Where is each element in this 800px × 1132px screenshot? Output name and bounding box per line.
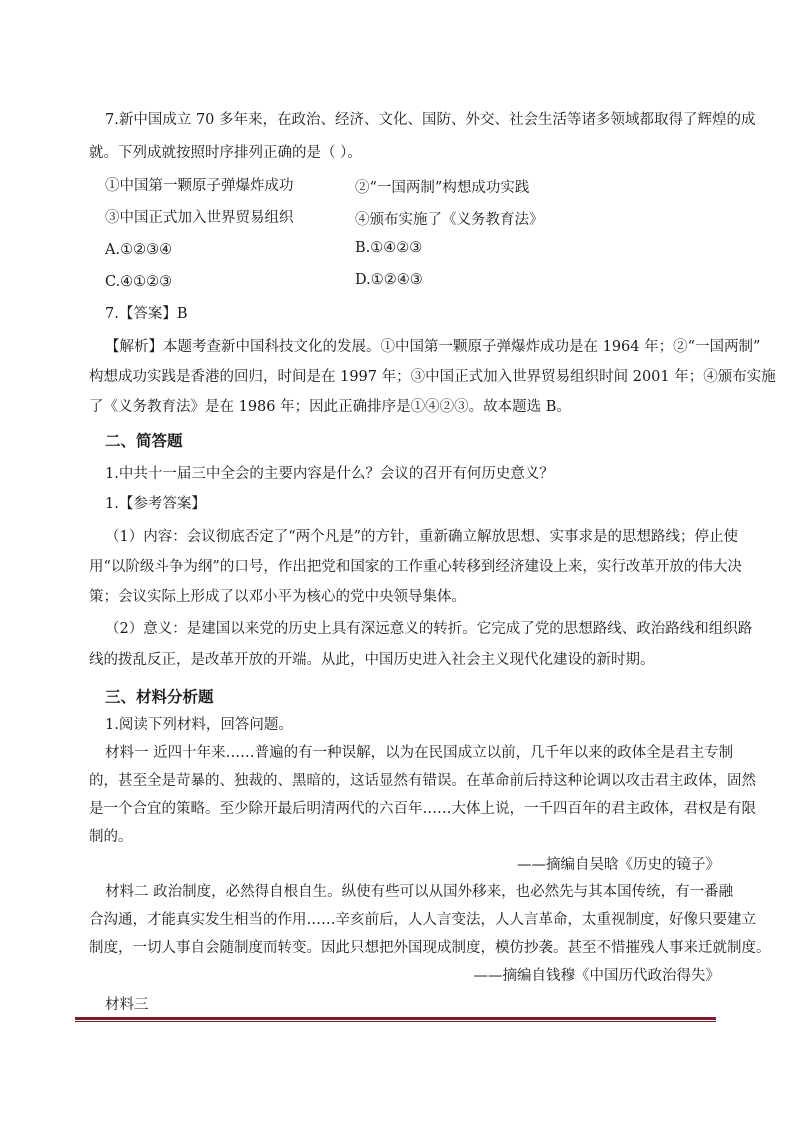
s2-content-line2: 用“以阶级斗争为纲”的口号，作出把党和国家的工作重心转移到经济建设上来，实行改革开放的伟大决 [89,559,742,575]
material3-label: 材料三 [105,997,149,1013]
footer-rule [75,1017,716,1020]
material1-source: ——摘编自吴晗《历史的镜子》 [517,857,720,873]
material1-line2: 的，甚至全是苛暴的、独裁的、黑暗的，这话显然有错误。在革命前后持这种论调以攻击君主政体，固然 [89,773,756,789]
q7-option-a: A.①②③④ [105,242,173,258]
s2-meaning-line1: （2）意义：是建国以来党的历史上具有深远意义的转折。它完成了党的思想路线、政治路线和组织路 [105,621,753,637]
material1-line1: 材料一 近四十年来……普遍的有一种误解，以为在民国成立以前，几千年以来的政体全是君主专制 [105,745,734,761]
s2-meaning-line2: 线的拨乱反正，是改革开放的开端。从此，中国历史进入社会主义现代化建设的新时期。 [89,652,655,668]
s3-question: 1.阅读下列材料，回答问题。 [105,717,293,733]
q7-stem-line2: 就。下列成就按照时序排列正确的是（ ）。 [89,145,362,161]
q7-option-c: C.④①②③ [105,274,173,290]
q7-answer: 7.【答案】B [105,306,188,322]
q7-analysis-line2: 构想成功实践是香港的回归，时间是在 1997 年；③中国正式加入世界贸易组织时间 2001 年；④颁布实施 [89,369,776,385]
s2-answer-label: 1.【参考答案】 [105,496,206,512]
section2-heading: 二、简答题 [105,432,183,450]
q7-item-1: ①中国第一颗原子弹爆炸成功 [105,178,294,194]
material2-line2: 合沟通，才能真实发生相当的作用……辛亥前后，人人言变法，人人言革命，太重视制度，好像只要建立 [89,912,756,928]
material2-source: ——摘编自钱穆《中国历代政治得失》 [473,968,720,984]
q7-stem-line1: 7.新中国成立 70 多年来，在政治、经济、文化、国防、外交、社会生活等诸多领域都取得了辉煌的成 [105,112,756,128]
material1-line4: 制的。 [89,829,133,845]
s2-question: 1.中共十一届三中全会的主要内容是什么？会议的召开有何历史意义？ [105,466,554,482]
material2-line1: 材料二 政治制度，必然得自根自生。纵使有些可以从国外移来，也必然先与其本国传统，有一番融 [105,884,734,900]
material1-line3: 是一个合宜的策略。至少除开最后明清两代的六百年……大体上说，一千四百年的君主政体，君权是有限 [89,801,756,817]
footer-rule-thin [75,1021,716,1022]
q7-analysis-line1: 【解析】本题考查新中国科技文化的发展。①中国第一颗原子弹爆炸成功是在 1964 年；②“一国两制” [105,339,761,355]
q7-item-3: ③中国正式加入世界贸易组织 [105,210,294,226]
section3-heading: 三、材料分析题 [105,688,214,706]
q7-option-d: D.①②④③ [355,272,423,288]
material2-line3: 制度，一切人事自会随制度而转变。因此只想把外国现成制度，模仿抄袭。甚至不惜摧残人事来迁就制度。 [89,940,771,956]
q7-option-b: B.①④②③ [355,240,423,256]
s2-content-line1: （1）内容：会议彻底否定了“两个凡是”的方针，重新确立解放思想、实事求是的思想路线；停止使 [105,529,739,545]
q7-item-2: ②“一国两制”构想成功实践 [355,180,530,196]
q7-analysis-line3: 了《义务教育法》是在 1986 年；因此正确排序是①④②③。故本题选 B。 [89,399,571,415]
q7-item-4: ④颁布实施了《义务教育法》 [355,212,544,228]
s2-content-line3: 策；会议实际上形成了以邓小平为核心的党中央领导集体。 [89,589,466,605]
